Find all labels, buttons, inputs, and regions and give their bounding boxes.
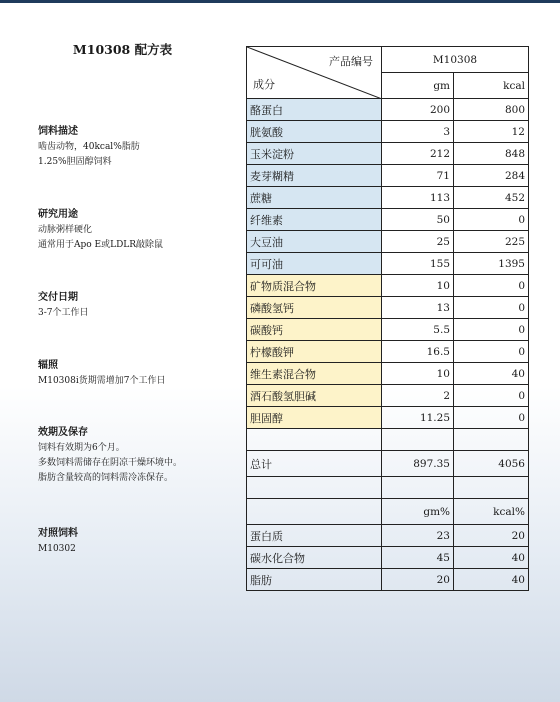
section-control-diet <box>38 524 243 557</box>
ingredient-name: 玉米淀粉 <box>247 143 382 165</box>
table-row <box>247 525 529 547</box>
ingredient-kcal: 0 <box>454 385 529 407</box>
nutrient-name: 脂肪 <box>247 569 382 591</box>
percent-unit-row <box>247 499 529 525</box>
ingredient-gm: 11.25 <box>382 407 454 429</box>
ingredient-gm: 200 <box>382 99 454 121</box>
ingredient-gm: 113 <box>382 187 454 209</box>
section-heading: 饲料描述 <box>38 126 78 137</box>
blank-row <box>247 429 529 451</box>
section-line: 3-7个工作日 <box>38 308 89 318</box>
ingredient-name: 大豆油 <box>247 231 382 253</box>
section-delivery <box>38 288 243 321</box>
ingredient-gm: 2 <box>382 385 454 407</box>
ingredient-gm: 50 <box>382 209 454 231</box>
ingredient-rows <box>247 99 529 429</box>
section-description <box>38 122 243 170</box>
ingredient-kcal: 0 <box>454 407 529 429</box>
total-kcal: 4056 <box>454 451 529 477</box>
section-line: 饲料有效期为6个月。 <box>38 443 125 453</box>
nutrient-kcal-pct: 40 <box>454 547 529 569</box>
blank-cell <box>382 429 454 451</box>
section-line: M10308i货期需增加7个工作日 <box>38 376 166 386</box>
table-row <box>247 165 529 187</box>
document-title: M10308 配方表 <box>72 42 173 57</box>
ingredient-gm: 5.5 <box>382 319 454 341</box>
product-code-label: 产品编号 <box>329 55 373 68</box>
section-heading: 研究用途 <box>38 209 78 220</box>
ingredient-kcal: 452 <box>454 187 529 209</box>
ingredient-name: 矿物质混合物 <box>247 275 382 297</box>
section-heading: 交付日期 <box>38 292 78 303</box>
ingredient-kcal: 0 <box>454 341 529 363</box>
blank-cell <box>382 477 454 499</box>
ingredient-name: 胱氨酸 <box>247 121 382 143</box>
table-row <box>247 231 529 253</box>
section-line: 通常用于Apo E或LDLR敲除鼠 <box>38 240 164 250</box>
table-row <box>247 99 529 121</box>
table-row <box>247 209 529 231</box>
ingredient-kcal: 0 <box>454 297 529 319</box>
section-line: 1.25%胆固醇饲料 <box>38 157 112 167</box>
section-line: 多数饲料需储存在阴凉干燥环境中。 <box>38 458 183 468</box>
ingredient-name: 碳酸钙 <box>247 319 382 341</box>
header-diagonal-cell <box>247 47 382 99</box>
ingredient-gm: 10 <box>382 363 454 385</box>
table-row <box>247 275 529 297</box>
percent-rows <box>247 525 529 591</box>
ingredient-gm: 71 <box>382 165 454 187</box>
ingredient-gm: 13 <box>382 297 454 319</box>
ingredient-kcal: 0 <box>454 275 529 297</box>
section-irradiation <box>38 356 243 389</box>
total-label: 总计 <box>247 451 382 477</box>
info-panel <box>0 0 245 702</box>
ingredient-gm: 155 <box>382 253 454 275</box>
ingredient-name: 柠檬酸钾 <box>247 341 382 363</box>
table-row <box>247 187 529 209</box>
unit-kcal-pct: kcal% <box>454 499 529 525</box>
ingredient-kcal: 284 <box>454 165 529 187</box>
table-row <box>247 407 529 429</box>
section-heading: 辐照 <box>38 360 58 371</box>
ingredient-name: 维生素混合物 <box>247 363 382 385</box>
nutrient-name: 碳水化合物 <box>247 547 382 569</box>
total-gm: 897.35 <box>382 451 454 477</box>
section-line: 啮齿动物，40kcal%脂肪 <box>38 142 140 152</box>
unit-gm: gm <box>382 73 454 99</box>
ingredient-name: 可可油 <box>247 253 382 275</box>
ingredient-kcal: 0 <box>454 209 529 231</box>
section-storage <box>38 423 243 486</box>
unit-gm-pct: gm% <box>382 499 454 525</box>
nutrient-kcal-pct: 20 <box>454 525 529 547</box>
section-heading: 对照饲料 <box>38 528 78 539</box>
ingredient-name: 胆固醇 <box>247 407 382 429</box>
ingredient-gm: 212 <box>382 143 454 165</box>
ingredient-kcal: 12 <box>454 121 529 143</box>
unit-kcal: kcal <box>454 73 529 99</box>
nutrient-gm-pct: 20 <box>382 569 454 591</box>
table-row <box>247 547 529 569</box>
ingredient-label: 成分 <box>253 78 275 91</box>
total-row <box>247 451 529 477</box>
ingredient-name: 酒石酸氢胆碱 <box>247 385 382 407</box>
nutrient-gm-pct: 45 <box>382 547 454 569</box>
table-row <box>247 297 529 319</box>
table-row <box>247 569 529 591</box>
ingredient-kcal: 848 <box>454 143 529 165</box>
ingredient-name: 纤维素 <box>247 209 382 231</box>
ingredient-kcal: 0 <box>454 319 529 341</box>
ingredient-gm: 16.5 <box>382 341 454 363</box>
nutrient-gm-pct: 23 <box>382 525 454 547</box>
ingredient-name: 蔗糖 <box>247 187 382 209</box>
nutrient-name: 蛋白质 <box>247 525 382 547</box>
table-row <box>247 253 529 275</box>
ingredient-name: 磷酸氢钙 <box>247 297 382 319</box>
ingredient-gm: 10 <box>382 275 454 297</box>
table-row <box>247 363 529 385</box>
table-row <box>247 385 529 407</box>
blank-cell <box>247 499 382 525</box>
section-heading: 效期及保存 <box>38 427 88 438</box>
ingredient-kcal: 800 <box>454 99 529 121</box>
blank-cell <box>247 477 382 499</box>
formula-table <box>246 46 529 591</box>
product-code: M10308 <box>382 47 529 73</box>
table-header-row <box>247 47 529 73</box>
section-line: 动脉粥样硬化 <box>38 225 93 235</box>
ingredient-gm: 3 <box>382 121 454 143</box>
ingredient-name: 麦芽糊精 <box>247 165 382 187</box>
table-row <box>247 341 529 363</box>
ingredient-kcal: 1395 <box>454 253 529 275</box>
ingredient-kcal: 40 <box>454 363 529 385</box>
table-row <box>247 319 529 341</box>
blank-cell <box>454 477 529 499</box>
table-row <box>247 121 529 143</box>
ingredient-name: 酪蛋白 <box>247 99 382 121</box>
section-line: M10302 <box>38 544 76 554</box>
section-research-use <box>38 205 243 253</box>
blank-cell <box>454 429 529 451</box>
ingredient-gm: 25 <box>382 231 454 253</box>
blank-row <box>247 477 529 499</box>
nutrient-kcal-pct: 40 <box>454 569 529 591</box>
blank-cell <box>247 429 382 451</box>
section-line: 脂肪含量较高的饲料需冷冻保存。 <box>38 473 174 483</box>
table-row <box>247 143 529 165</box>
ingredient-kcal: 225 <box>454 231 529 253</box>
